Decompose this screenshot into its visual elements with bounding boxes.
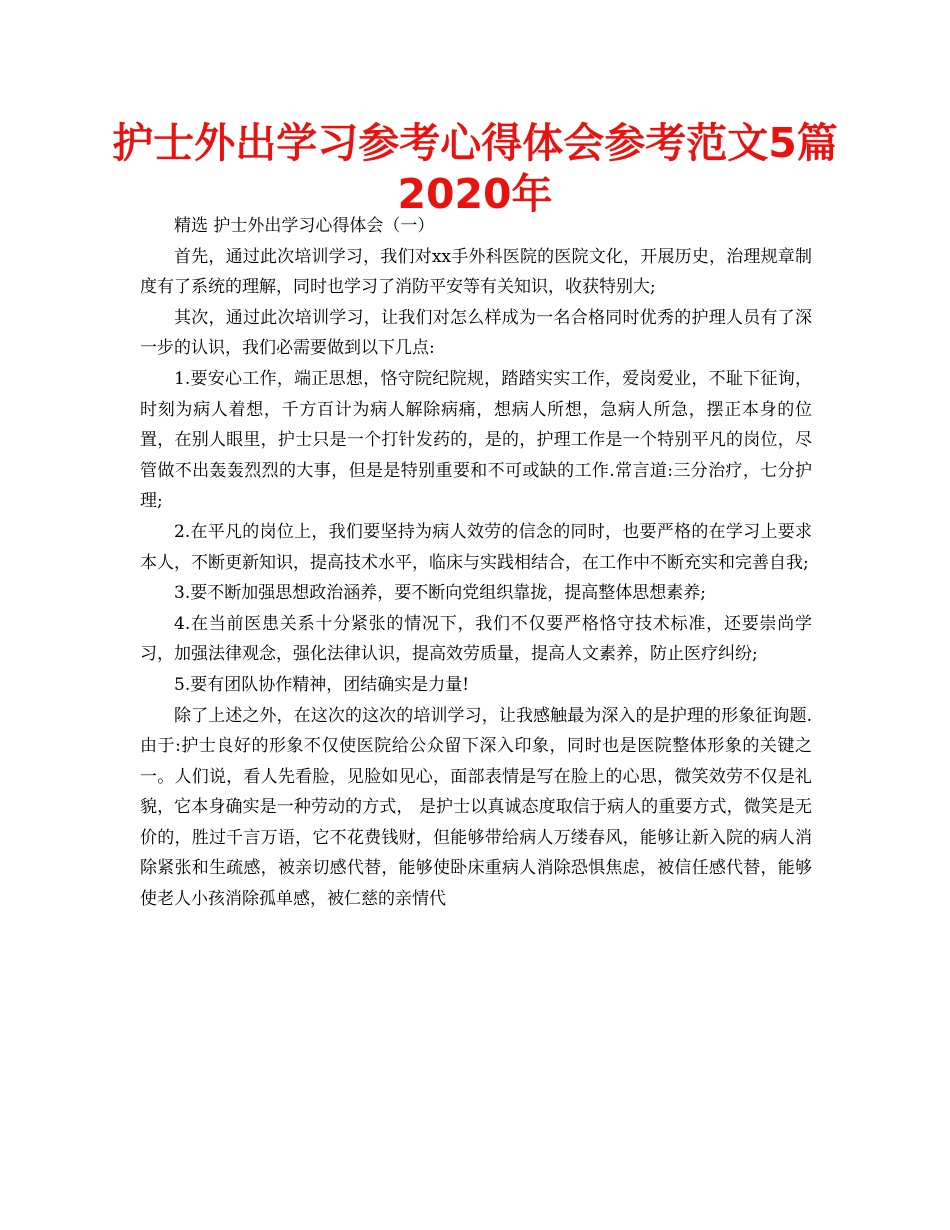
document-body bbox=[140, 211, 812, 915]
paragraph: 首先，通过此次培训学习，我们对xx手外科医院的医院文化，开展历史，治理规章制度有了系统的理解，同时也学习了消防平安等有关知识，收获特别大; bbox=[140, 246, 812, 298]
list-item: 1.要安心工作，端正思想，恪守院纪院规，踏踏实实工作，爱岗爱业，不耻下征询，时刻为病人着想，千方百计为病人解除病痛，想病人所想，急病人所急，摆正本身的位置，在别人眼里，护士只是一个打针发药的，是的，护理工作是一个特别平凡的岗位，尽管做不出轰轰烈烈的大事，但是是特别重要和不可或缺的工作.常言道:三分治疗，七分护理; bbox=[140, 368, 812, 512]
title-line-1: 护士外出学习参考心得体会参考范文5篇 bbox=[112, 119, 838, 167]
paragraph: 除了上述之外，在这次的这次的培训学习，让我感触最为深入的是护理的形象征询题.由于:护士良好的形象不仅使医院给公众留下深入印象，同时也是医院整体形象的关键之一。人们说，看人先看脸，见脸如见心，面部表情是写在脸上的心思，微笑效劳不仅是礼貌，它本身确实是一种劳动的方式， 是护士以真诚态度取信于病人的重要方式，微笑是无价的，胜过千言万语，它不花费钱财，但能够带给病人万缕春风，能够让新入院的病人消除紧张和生疏感，被亲切感代替，能够使卧床重病人消除恐惧焦虑，被信任感代替，能够使老人小孩消除孤单感，被仁慈的亲情代 bbox=[140, 705, 812, 910]
document-title bbox=[100, 118, 850, 220]
title-line-2: 2020年 bbox=[397, 170, 553, 218]
paragraph: 其次，通过此次培训学习，让我们对怎么样成为一名合格同时优秀的护理人员有了深一步的认识，我们必需要做到以下几点: bbox=[140, 307, 812, 359]
list-item: 4.在当前医患关系十分紧张的情况下，我们不仅要严格恪守技术标准，还要崇尚学习，加强法律观念，强化法律认识，提高效劳质量，提高人文素养，防止医疗纠纷; bbox=[140, 613, 812, 665]
section-heading: 精选 护士外出学习心得体会（一） bbox=[174, 216, 435, 236]
list-item: 2.在平凡的岗位上，我们要坚持为病人效劳的信念的同时，也要严格的在学习上要求本人，不断更新知识，提高技术水平，临床与实践相结合，在工作中不断充实和完善自我; bbox=[140, 521, 812, 573]
list-item: 5.要有团队协作精神，团结确实是力量! bbox=[174, 674, 470, 695]
list-item: 3.要不断加强思想政治涵养，要不断向党组织靠拢，提高整体思想素养; bbox=[174, 583, 706, 604]
